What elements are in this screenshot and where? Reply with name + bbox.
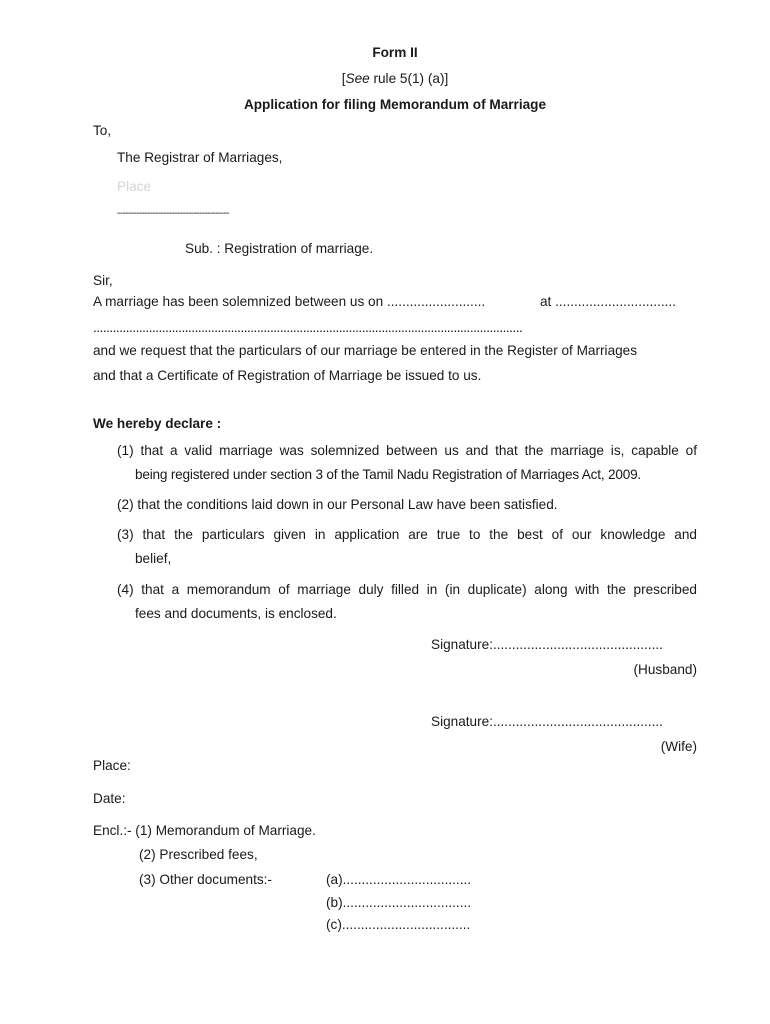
salutation: Sir, [93, 273, 113, 288]
to-line: To, [93, 123, 112, 138]
other-document-b: (b).................................. [326, 895, 472, 910]
marriage-date-line: A marriage has been solemnized between us on .......................... [93, 294, 486, 309]
other-document-a: (a).................................. [326, 872, 472, 887]
rule-open-bracket: [ [341, 71, 346, 86]
marriage-place-continuation: ................................................................................................................................... [93, 320, 523, 335]
enclosure-2: (2) Prescribed fees, [139, 847, 258, 862]
date-label: Date: [93, 791, 126, 806]
other-document-c: (c).................................. [326, 917, 471, 932]
marriage-place-line: at ................................ [540, 294, 676, 309]
rule-close-bracket: ] [444, 71, 449, 86]
form-title: Form II [372, 45, 418, 60]
subject-line: Sub. : Registration of marriage. [185, 241, 374, 256]
husband-label: (Husband) [633, 662, 697, 677]
registrar-line: The Registrar of Marriages, [117, 150, 283, 165]
rule-number: rule 5(1) (a) [369, 71, 445, 86]
declaration-item-3a: (3) that the particulars given in application are true to the best of our knowledge and [117, 527, 697, 542]
rule-see: See [345, 71, 370, 86]
rule-reference [0, 71, 770, 86]
request-line-2: and that a Certificate of Registration of Marriage be issued to us. [93, 368, 482, 383]
declaration-item-1a: (1) that a valid marriage was solemnized between us and that the marriage is, capable of [117, 443, 697, 458]
declaration-item-2: (2) that the conditions laid down in our Personal Law have been satisfied. [117, 497, 558, 512]
declaration-item-3b: belief, [135, 551, 172, 566]
subject-title: Application for filing Memorandum of Marriage [243, 97, 547, 112]
enclosure-1: Encl.:- (1) Memorandum of Marriage. [93, 823, 316, 838]
place-placeholder: Place [117, 179, 152, 194]
husband-signature-line: Signature:............................................. [431, 637, 663, 652]
declaration-item-4b: fees and documents, is enclosed. [135, 606, 337, 621]
declaration-heading: We hereby declare : [93, 416, 222, 431]
enclosure-3: (3) Other documents:- [139, 872, 272, 887]
declaration-item-1b: being registered under section 3 of the Tamil Nadu Registration of Marriages Act, 2009. [135, 467, 642, 482]
place-label: Place: [93, 758, 131, 773]
wife-label: (Wife) [660, 739, 697, 754]
request-line-1: and we request that the particulars of our marriage be entered in the Register of Marriages [93, 343, 638, 358]
place-blank-line: ----------------------------------------- [117, 208, 229, 219]
wife-signature-line: Signature:............................................. [431, 714, 663, 729]
declaration-item-4a: (4) that a memorandum of marriage duly filled in (in duplicate) along with the prescribed [117, 582, 697, 597]
